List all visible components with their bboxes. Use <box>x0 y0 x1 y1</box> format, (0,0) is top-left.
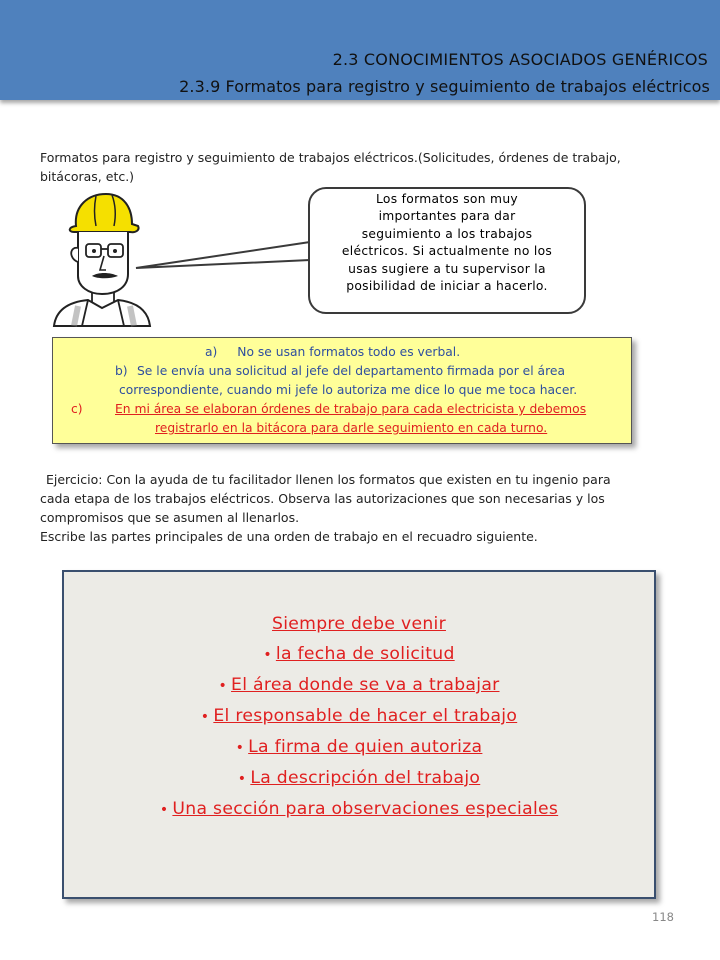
list-item <box>64 701 654 732</box>
list-item-text: la fecha de solicitud <box>275 644 455 664</box>
exercise-line: Escribe las partes principales de una orden de trabajo en el recuadro siguiente. <box>40 529 538 544</box>
option-b-marker: b) <box>115 364 128 378</box>
options-box <box>52 337 632 444</box>
option-c-line-2: registrarlo en la bitácora para darle seguimiento en cada turno. <box>155 421 548 435</box>
option-a-marker: a) <box>205 345 218 359</box>
list-item-text: La firma de quien autoriza <box>248 737 483 757</box>
speech-bubble <box>308 187 586 314</box>
subsection-title: 2.3.9 Formatos para registro y seguimiento de trabajos eléctricos <box>179 77 710 96</box>
bubble-line: usas sugiere a tu supervisor la <box>348 261 546 276</box>
bullet-icon: • <box>159 802 169 818</box>
option-c-line-1: En mi área se elaboran órdenes de trabajo para cada electricista y debemos <box>115 402 587 416</box>
answer-list <box>64 609 654 825</box>
bubble-line: eléctricos. Si actualmente no los <box>341 244 553 259</box>
exercise-line: cada etapa de los trabajos eléctricos. Observa las autorizaciones que son necesarias y los <box>40 491 605 506</box>
list-item <box>64 763 654 794</box>
electrician-hardhat-icon <box>48 186 173 334</box>
bullet-icon: • <box>237 771 247 787</box>
intro-line-1: Formatos para registro y seguimiento de trabajos eléctricos.(Solicitudes, órdenes de trabajo, <box>40 150 621 165</box>
bubble-line: Los formatos son muy <box>375 192 519 206</box>
option-b-line-2: correspondiente, cuando mi jefe lo autoriza me dice lo que me toca hacer. <box>119 383 578 397</box>
option-a-text: No se usan formatos todo es verbal. <box>237 345 461 359</box>
list-item-text: El responsable de hacer el trabajo <box>213 706 518 726</box>
bullet-icon: • <box>263 647 272 663</box>
intro-paragraph <box>40 148 680 186</box>
bullet-icon: • <box>218 678 228 694</box>
list-item <box>64 732 654 763</box>
list-item <box>64 639 654 670</box>
exercise-line: compromisos que se asumen al llenarlos. <box>40 510 300 525</box>
list-item <box>64 794 654 825</box>
bullet-icon: • <box>235 740 245 756</box>
page-number: 118 <box>652 910 674 924</box>
answer-heading <box>64 609 654 639</box>
speech-bubble-text <box>322 191 572 295</box>
exercise-paragraph <box>40 470 690 546</box>
section-header <box>0 0 720 100</box>
option-a <box>205 343 460 362</box>
bubble-line: seguimiento a los trabajos <box>361 226 533 241</box>
exercise-line: Ejercicio: Con la ayuda de tu facilitador llenen los formatos que existen en tu ingenio para <box>46 472 611 487</box>
option-c-marker: c) <box>71 402 83 416</box>
intro-line-2: bitácoras, etc.) <box>40 169 135 184</box>
list-item <box>64 670 654 701</box>
section-title: 2.3 CONOCIMIENTOS ASOCIADOS GENÉRICOS <box>332 50 708 69</box>
list-item-text: Una sección para observaciones especiales <box>172 799 559 819</box>
list-item-text: El área donde se va a trabajar <box>231 675 500 695</box>
answer-box <box>62 570 656 899</box>
bubble-line: posibilidad de iniciar a hacerlo. <box>346 279 548 294</box>
list-item-text: La descripción del trabajo <box>250 768 481 788</box>
bubble-line: importantes para dar <box>378 209 516 224</box>
answer-heading-text: Siempre debe venir <box>272 614 446 634</box>
bullet-icon: • <box>200 709 210 725</box>
option-b-line-1: Se le envía una solicitud al jefe del departamento firmada por el área <box>137 364 565 378</box>
